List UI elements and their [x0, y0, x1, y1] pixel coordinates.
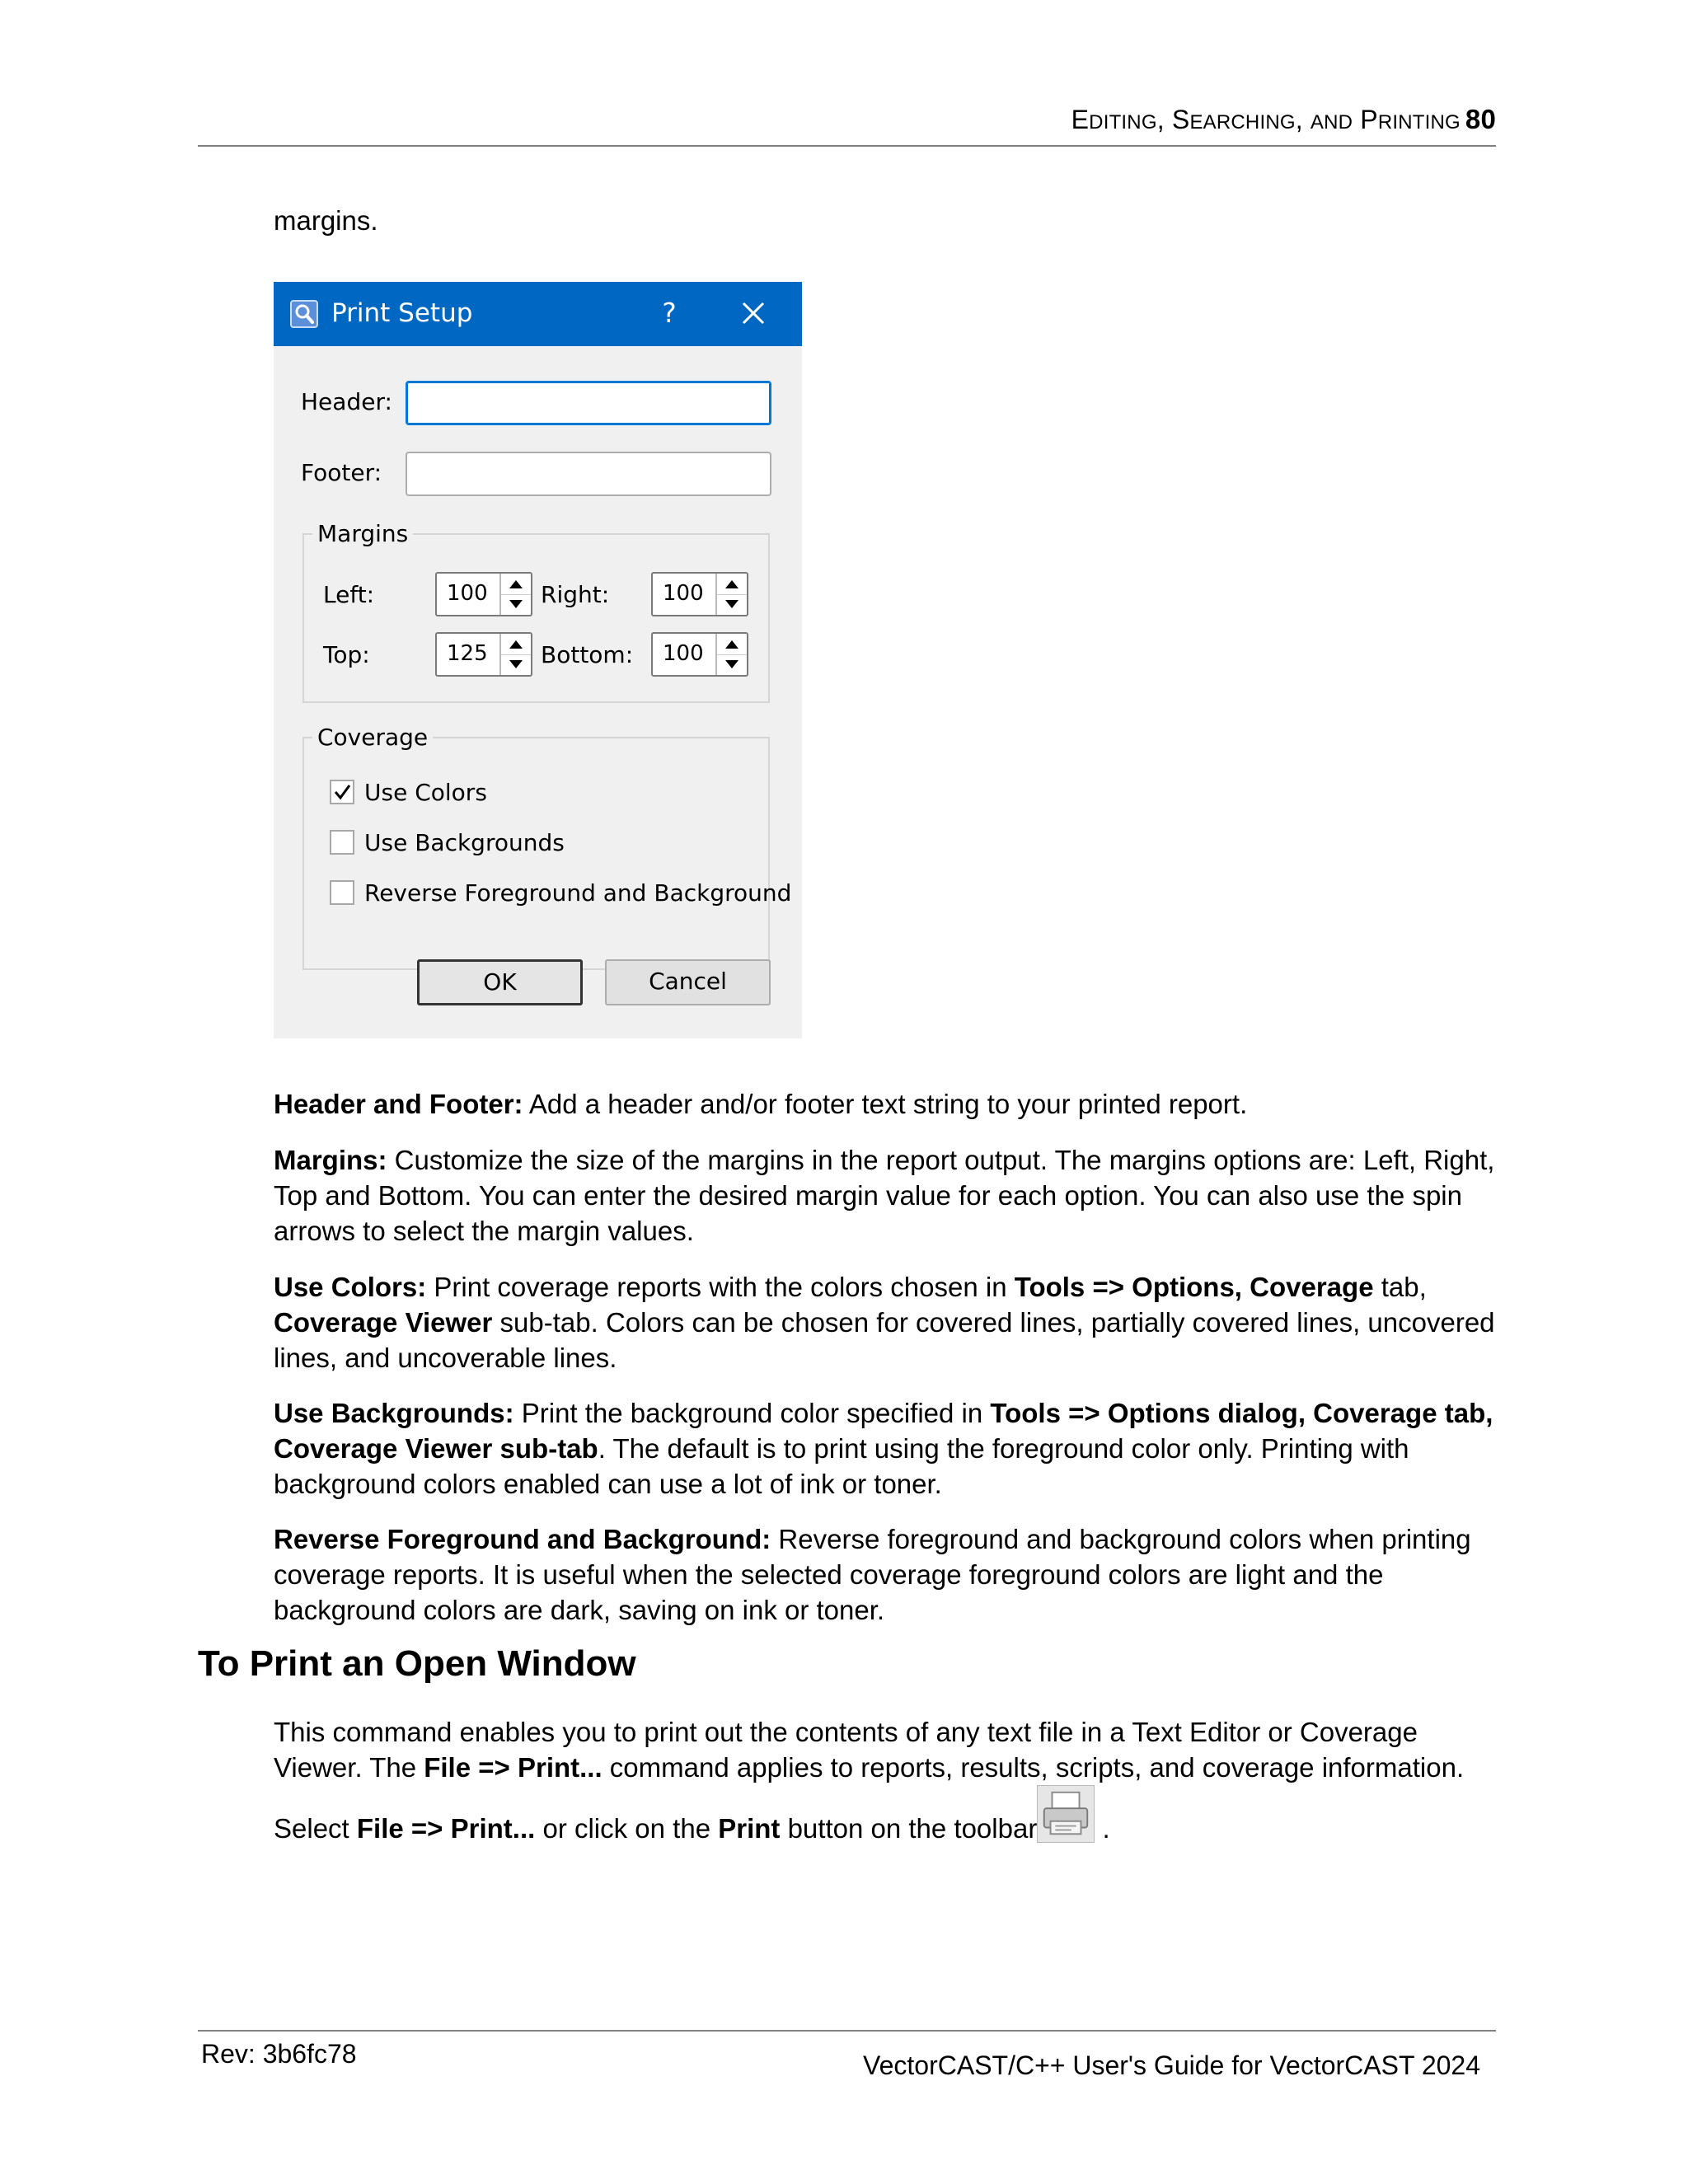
- spin-up-icon[interactable]: [717, 574, 747, 595]
- spin-arrows: [715, 574, 747, 615]
- use-backgrounds-label[interactable]: Use Backgrounds: [364, 829, 565, 856]
- header-footer-paragraph: [274, 1086, 1502, 1122]
- bold-text: Tools => Options, Coverage: [1014, 1272, 1374, 1302]
- reverse-paragraph: [274, 1521, 1502, 1628]
- text: This command enables you to print out the contents of any text file in a Text Editor or Coverage Viewer. The: [274, 1717, 1418, 1783]
- dialog-titlebar: [274, 282, 802, 346]
- ok-button[interactable]: OK: [417, 959, 583, 1005]
- bold-text: Coverage Viewer: [274, 1307, 493, 1338]
- use-colors-paragraph: [274, 1269, 1502, 1376]
- header-text: ,: [1295, 105, 1311, 134]
- header-text: EARCHING: [1189, 111, 1296, 134]
- spin-arrows: [715, 634, 747, 675]
- footer-rule: [198, 2030, 1496, 2032]
- text: Print the background color specified in: [513, 1398, 991, 1428]
- text: sub-tab. Colors can be chosen for covered lines, partially covered lines, uncovered lines, and uncoverable lines.: [274, 1307, 1495, 1373]
- term: Use Colors:: [274, 1272, 427, 1302]
- revision-label: Rev: 3b6fc78: [201, 2039, 357, 2069]
- top-margin-spinbox[interactable]: [435, 632, 532, 677]
- bold-text: File => Print...: [424, 1752, 603, 1783]
- spin-down-icon[interactable]: [501, 594, 531, 615]
- printer-icon-graphic: [1038, 1786, 1094, 1842]
- use-backgrounds-paragraph: [274, 1395, 1502, 1502]
- spin-down-icon[interactable]: [717, 594, 747, 615]
- spin-up-icon[interactable]: [717, 634, 747, 655]
- header-text: E: [1071, 105, 1090, 134]
- header-text: [1353, 105, 1360, 134]
- text: . The default is to print using the foreground color only. Printing with background colors enabled can use a lot of ink or toner.: [274, 1433, 1409, 1499]
- page-number: 80: [1465, 104, 1496, 134]
- text: command applies to reports, results, scripts, and coverage information. Select: [274, 1752, 1465, 1844]
- left-label: Left:: [323, 581, 375, 608]
- help-button[interactable]: ?: [662, 297, 677, 329]
- printer-icon[interactable]: [1037, 1785, 1095, 1843]
- bottom-label: Bottom:: [541, 641, 634, 668]
- margins-paragraph: [274, 1142, 1502, 1249]
- print-setup-dialog: [274, 282, 802, 1038]
- right-margin-value: 100: [663, 581, 704, 606]
- right-margin-spinbox[interactable]: [651, 572, 748, 616]
- header-text: DITING: [1089, 111, 1157, 134]
- top-label: Top:: [323, 641, 370, 668]
- header-input[interactable]: [406, 381, 771, 425]
- term: Header and Footer:: [274, 1089, 523, 1119]
- spin-up-icon[interactable]: [501, 574, 531, 595]
- footer-input[interactable]: [406, 452, 771, 496]
- spin-down-icon[interactable]: [717, 654, 747, 675]
- use-colors-checkbox[interactable]: [330, 780, 354, 804]
- header-text: S: [1171, 105, 1190, 134]
- intro-fragment: margins.: [274, 205, 378, 236]
- left-margin-spinbox[interactable]: [435, 572, 532, 616]
- text: Customize the size of the margins in the report output. The margins options are: Left, Right, Top and Bottom. You can enter the desired margin value for each option. You can also use the spin arrows to select the margin values.: [274, 1145, 1495, 1246]
- text: button on the toolbar: [780, 1813, 1038, 1844]
- bold-text: Tools => Options dialog, Coverage tab, Coverage Viewer sub-tab: [274, 1398, 1493, 1464]
- spin-down-icon[interactable]: [501, 654, 531, 675]
- section-heading: To Print an Open Window: [198, 1643, 636, 1684]
- print-window-paragraph: [274, 1714, 1502, 1846]
- term: Use Backgrounds:: [274, 1398, 514, 1428]
- use-backgrounds-checkbox[interactable]: [330, 830, 354, 855]
- bottom-margin-spinbox[interactable]: [651, 632, 748, 677]
- spin-up-icon[interactable]: [501, 634, 531, 655]
- spin-arrows: [499, 574, 531, 615]
- bottom-margin-value: 100: [663, 641, 704, 666]
- magnifier-app-icon: [290, 300, 318, 328]
- header-label: Header:: [301, 388, 392, 415]
- use-colors-label[interactable]: Use Colors: [364, 779, 487, 806]
- header-text: RINTING: [1377, 111, 1461, 134]
- top-margin-value: 125: [447, 641, 488, 666]
- coverage-group-label: Coverage: [312, 724, 433, 751]
- spin-arrows: [499, 634, 531, 675]
- margins-groupbox: [302, 533, 770, 703]
- reverse-fg-bg-checkbox[interactable]: [330, 880, 354, 905]
- left-margin-value: 100: [447, 581, 488, 606]
- running-header: [1071, 104, 1496, 135]
- text: Add a header and/or footer text string to your printed report.: [523, 1089, 1248, 1119]
- close-icon[interactable]: [735, 295, 771, 331]
- header-text: ,: [1156, 105, 1172, 134]
- reverse-fg-bg-label[interactable]: Reverse Foreground and Background: [364, 879, 792, 907]
- margins-group-label: Margins: [312, 520, 413, 547]
- header-text: AND: [1310, 111, 1353, 134]
- right-label: Right:: [541, 581, 610, 608]
- text: or click on the: [535, 1813, 719, 1844]
- term: Reverse Foreground and Background:: [274, 1524, 771, 1554]
- bold-text: File => Print...: [356, 1813, 536, 1844]
- bold-text: Print: [718, 1813, 781, 1844]
- footer-label: Footer:: [301, 459, 382, 486]
- dialog-title: Print Setup: [331, 298, 473, 328]
- header-text: P: [1360, 105, 1378, 134]
- checkmark-icon: [331, 781, 353, 803]
- text: Reverse foreground and background colors when printing coverage reports. It is useful when the selected coverage foreground colors are light and the background colors are dark, saving on ink or toner.: [274, 1524, 1471, 1625]
- text: Print coverage reports with the colors chosen in: [426, 1272, 1015, 1302]
- text: tab,: [1373, 1272, 1427, 1302]
- term: Margins:: [274, 1145, 387, 1175]
- text: .: [1095, 1813, 1110, 1844]
- cancel-button[interactable]: Cancel: [605, 959, 771, 1005]
- header-rule: [198, 145, 1496, 147]
- guide-title: VectorCAST/C++ User's Guide for VectorCAST 2024: [863, 2050, 1480, 2080]
